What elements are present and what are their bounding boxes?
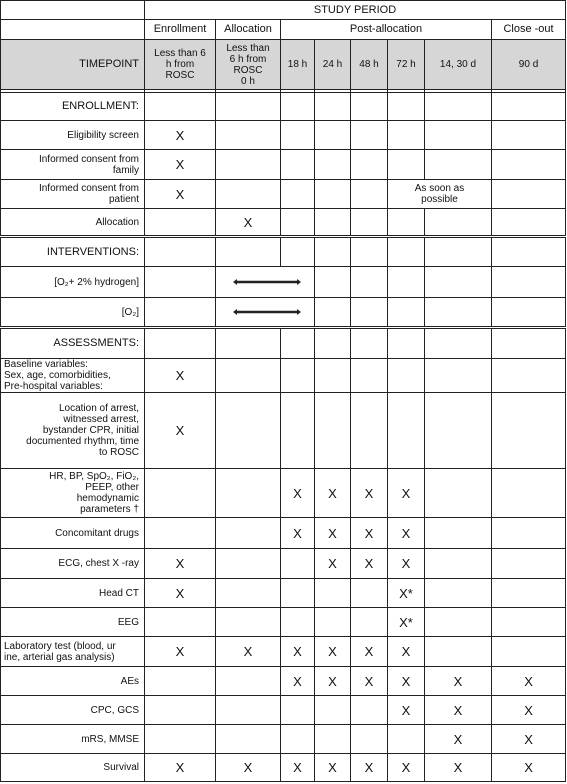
row-hydrogen-label: [O₂+ 2% hydrogen] [1,267,145,298]
row-drugs-label: Concomitant drugs [1,518,145,549]
mark-x: X [145,359,216,393]
mark-x: X [425,667,492,696]
mark-x: X [388,667,425,696]
intervention-bar-oxygen [216,298,315,328]
row-lab-label: Laboratory test (blood, ur ine, arterial gas analysis) [1,637,145,667]
mark-x: X [216,209,281,237]
row-consent-patient-label: Informed consent from patient [1,180,145,209]
row-mrs-label: mRS, MMSE [1,725,145,754]
mark-x: X [145,579,216,608]
row-headct-label: Head CT [1,579,145,608]
mark-x: X [388,696,425,725]
mark-x: X [281,469,315,518]
row-eeg-label: EEG [1,608,145,637]
mark-x: X [388,469,425,518]
mark-x: X [351,637,388,667]
mark-x: X [145,121,216,150]
row-hemodynamic-label: HR, BP, SpO₂, FiO₂, PEEP, other hemodynamic parameters † [1,469,145,518]
mark-x: X [315,754,351,782]
timepoint-18h: 18 h [281,40,315,90]
row-prehospital-label: Location of arrest, witnessed arrest, bystander CPR, initial documented rhythm, time to ROSC [1,393,145,469]
mark-x: X [145,150,216,180]
phase-enrollment: Enrollment [145,20,216,40]
mark-x: X [492,725,566,754]
mark-x: X [388,549,425,579]
mark-x: X [315,518,351,549]
timepoint-14-30d: 14, 30 d [425,40,492,90]
study-period-header: STUDY PERIOD [145,1,566,20]
mark-x: X [388,518,425,549]
mark-x: X [145,754,216,782]
mark-x: X [351,667,388,696]
timepoint-allocation: Less than 6 h from ROSC 0 h [216,40,281,90]
duration-arrow-icon [217,277,314,287]
timepoint-72h: 72 h [388,40,425,90]
timepoint-enrollment: Less than 6 h from ROSC [145,40,216,90]
row-allocation-label: Allocation [1,209,145,237]
phase-allocation: Allocation [216,20,281,40]
consent-patient-note: As soon as possible [388,180,492,209]
mark-x: X [351,754,388,782]
mark-x: X [425,696,492,725]
timepoint-90d: 90 d [492,40,566,90]
mark-x: X [351,518,388,549]
mark-x: X [315,667,351,696]
corner-blank [1,1,145,20]
blank-cell [1,20,145,40]
row-survival-label: Survival [1,754,145,782]
duration-arrow-icon [217,307,314,317]
mark-x: X [145,180,216,209]
timepoint-label: TIMEPOINT [1,40,145,90]
mark-x: X [281,518,315,549]
row-aes-label: AEs [1,667,145,696]
mark-x: X [492,754,566,782]
row-baseline-label: Baseline variables: Sex, age, comorbidities, Pre-hospital variables: [1,359,145,393]
row-ecg-label: ECG, chest X -ray [1,549,145,579]
mark-x: X [315,549,351,579]
phase-post-allocation: Post-allocation [281,20,492,40]
mark-x: X [145,393,216,469]
mark-x: X [281,667,315,696]
mark-x: X [388,637,425,667]
mark-x: X [492,667,566,696]
mark-x: X [425,754,492,782]
row-eligibility-label: Eligibility screen [1,121,145,150]
row-oxygen-label: [O₂] [1,298,145,328]
mark-x: X [315,637,351,667]
mark-x: X [216,754,281,782]
row-cpc-label: CPC, GCS [1,696,145,725]
section-assessments: ASSESSMENTS: [1,328,145,359]
section-interventions: INTERVENTIONS: [1,237,145,267]
mark-x-star: X* [388,579,425,608]
mark-x: X [145,549,216,579]
mark-x: X [425,725,492,754]
mark-x: X [351,469,388,518]
phase-close-out: Close -out [492,20,566,40]
section-enrollment: ENROLLMENT: [1,93,145,121]
mark-x: X [281,754,315,782]
intervention-bar-hydrogen [216,267,315,298]
row-consent-family-label: Informed consent from family [1,150,145,180]
mark-x: X [145,637,216,667]
timepoint-24h: 24 h [315,40,351,90]
mark-x: X [281,637,315,667]
mark-x: X [388,754,425,782]
mark-x: X [492,696,566,725]
timepoint-48h: 48 h [351,40,388,90]
mark-x: X [216,637,281,667]
mark-x-star: X* [388,608,425,637]
mark-x: X [351,549,388,579]
mark-x: X [315,469,351,518]
